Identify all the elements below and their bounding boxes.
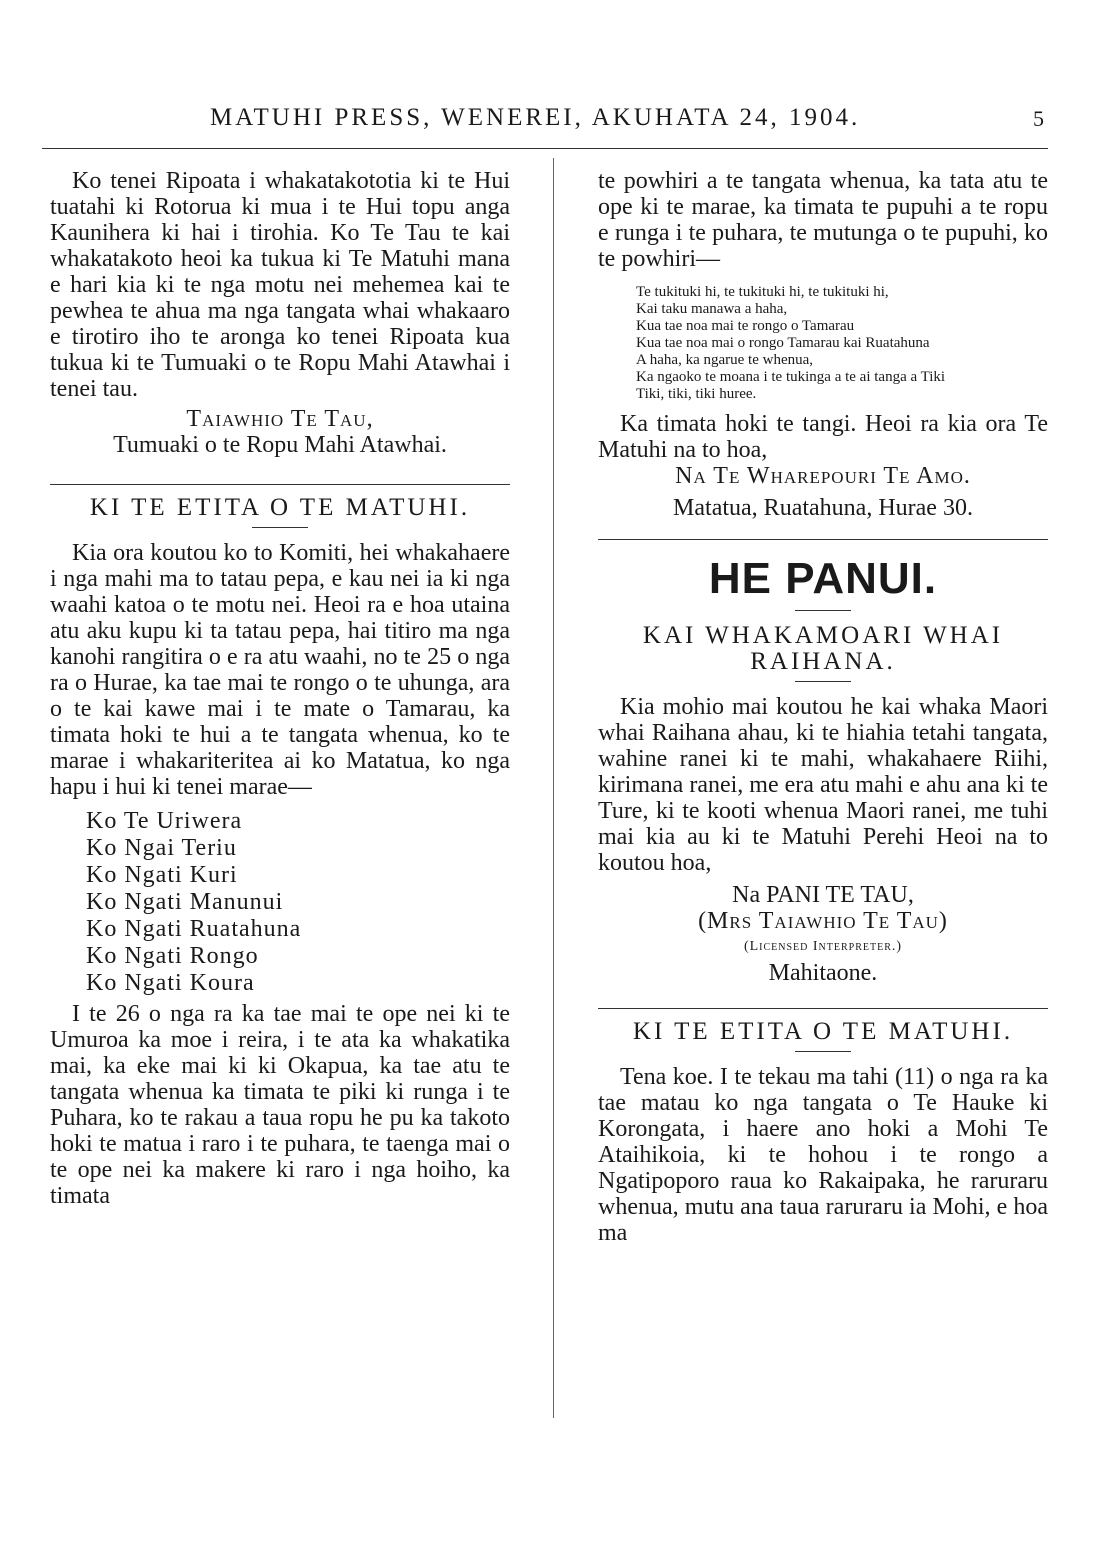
verse-line: A haha, ka ngarue te whenua, (636, 352, 814, 368)
list-item: Ko Ngati Kuri (86, 862, 238, 888)
page-number: 5 (1033, 106, 1044, 131)
letter-paragraph-continued: I te 26 o nga ra ka tae mai te ope nei ki te Umuroa ka moe i reira, i te ata ka whakatika mai, ka eke mai ki ki Okapua, ka tae atu te tangata whenua ka timata te piki ki runga i te Puhara, ko te rakau a taua ropu he pu ka takoto hoki te matua i raro i te puhara, te taenga mai o te ope nei ka makere ki raro i nga hoiho, ka timata (50, 1001, 510, 1209)
tribe-list (86, 808, 510, 997)
right-column (598, 168, 1048, 1246)
notice-body: Kia mohio mai koutou he kai whaka Maori whai Raihana ahau, ki te hiahia tetahi tangata, wahine ranei ki te mahi, whakahaere Riihi, kirimana ranei, me era atu mahi e ahu ana ki te Ture, ki te kooti whenua Maori ranei, me tuhi mai kia au ki te Matuhi Perehi Heoi na to koutou hoa, (598, 694, 1048, 876)
section-title: KI TE ETITA O TE MATUHI. (632, 1018, 1014, 1045)
notice-subheading: KAI WHAKAMOARI WHAI RAIHANA. (642, 622, 1004, 675)
page-header (0, 96, 1114, 136)
left-column (50, 168, 510, 1209)
list-item: Ko Ngati Manunui (86, 889, 284, 915)
verse-line: Ka ngaoko te moana i te tukinga a te ai tanga a Tiki (636, 369, 946, 385)
list-item: Ko Ngati Ruatahuna (86, 916, 302, 942)
verse-line: Tiki, tiki, tiki huree. (636, 386, 757, 402)
short-rule (795, 681, 851, 682)
notice-heading: HE PANUI. (708, 554, 938, 603)
letter-closing: Ka timata hoki te tangi. Heoi ra kia ora Te Matuhi na to hoa, (598, 411, 1048, 463)
short-rule (252, 527, 308, 528)
section-rule (598, 1008, 1048, 1009)
header-rule (42, 148, 1048, 149)
letter-paragraph-continued: te powhiri a te tangata whenua, ka tata atu te ope ki te marae, ka timata te pupuhi a te ropu e runga i te puhara, te mutunga o te pupuhi, ko te powhiri— (598, 168, 1048, 272)
notice-licence: (Licensed Interpreter.) (743, 939, 903, 954)
list-item: Ko Ngai Teriu (86, 835, 237, 861)
list-item: Ko Ngati Rongo (86, 943, 259, 969)
verse-line: Kua tae noa mai o rongo Tamarau kai Ruatahuna (636, 335, 930, 351)
section-rule (50, 484, 510, 485)
notice-place: Mahitaone. (768, 960, 878, 986)
section-title: KI TE ETITA O TE MATUHI. (89, 494, 471, 521)
verse-line: Kai taku manawa a haha, (636, 301, 788, 317)
signature-title: Tumuaki o te Ropu Mahi Atawhai. (113, 432, 447, 458)
notice-signature: Na PANI TE TAU, (732, 882, 914, 908)
letter-paragraph: Kia ora koutou ko to Komiti, hei whakahaere i nga mahi ma to tatau pepa, e kau nei ia ki nga waahi katoa o te motu nei. Heoi ra e hoa utaina atu aku kupu ki ta tatau pepa, hai titiro ma nga kanohi rangitira o e ra atu waahi, no te 25 o nga ra o Hurae, ka tae mai te rongo o te uhunga, ara o te kai kawe mai i te mate o Tamarau, ka timata hoki te hui a te tangata whenua, ko te marae i whakariteritea ai ko Matatua, ko nga hapu i hui ki tenei marae— (50, 540, 510, 800)
verse-line: Te tukituki hi, te tukituki hi, te tukituki hi, (636, 284, 889, 300)
notice-signature-alt: (Mrs Taiawhio Te Tau) (698, 908, 948, 934)
letter-signature: Na Te Wharepouri Te Amo. (675, 463, 971, 489)
section-rule (598, 539, 1048, 540)
running-title: MATUHI PRESS, WENEREI, AKUHATA 24, 1904. (210, 104, 861, 131)
short-rule (795, 1051, 851, 1052)
list-item: Ko Te Uriwera (86, 808, 243, 834)
report-paragraph: Ko tenei Ripoata i whakatakototia ki te Hui tuatahi ki Rotorua ki mua i te Hui topu anga Kaunihera ki hai i tirohia. Ko Te Tau te kai whakatakoto heoi ka tukua ki Te Matuhi mana e hari kia ki te nga motu nei mehemea kai te pewhea te ahua ma nga tangata whai whakaaro e tirotiro iho te aronga ko tenei Ripoata kua tukua ki te Tumuaki o te Ropu Mahi Atawhai i tenei tau. (50, 168, 510, 402)
verse-line: Kua tae noa mai te rongo o Tamarau (636, 318, 855, 334)
letter-paragraph: Tena koe. I te tekau ma tahi (11) o nga ra ka tae matau ko nga tangata o Te Hauke ki Korongata, i haere ano hoki a Mohi Te Ataihikoia, ki te hohou i te rongo a Ngatipoporo raua ko Rakaipaka, he raruraru whenua, mutu ana taua raruraru ia Mohi, e hoa ma (598, 1064, 1048, 1246)
signature-name: Taiawhio Te Tau, (186, 406, 374, 432)
column-divider (553, 158, 554, 1418)
letter-place-date: Matatua, Ruatahuna, Hurae 30. (673, 495, 973, 521)
chant-verse (636, 284, 1048, 403)
list-item: Ko Ngati Koura (86, 970, 255, 996)
short-rule (795, 610, 851, 611)
